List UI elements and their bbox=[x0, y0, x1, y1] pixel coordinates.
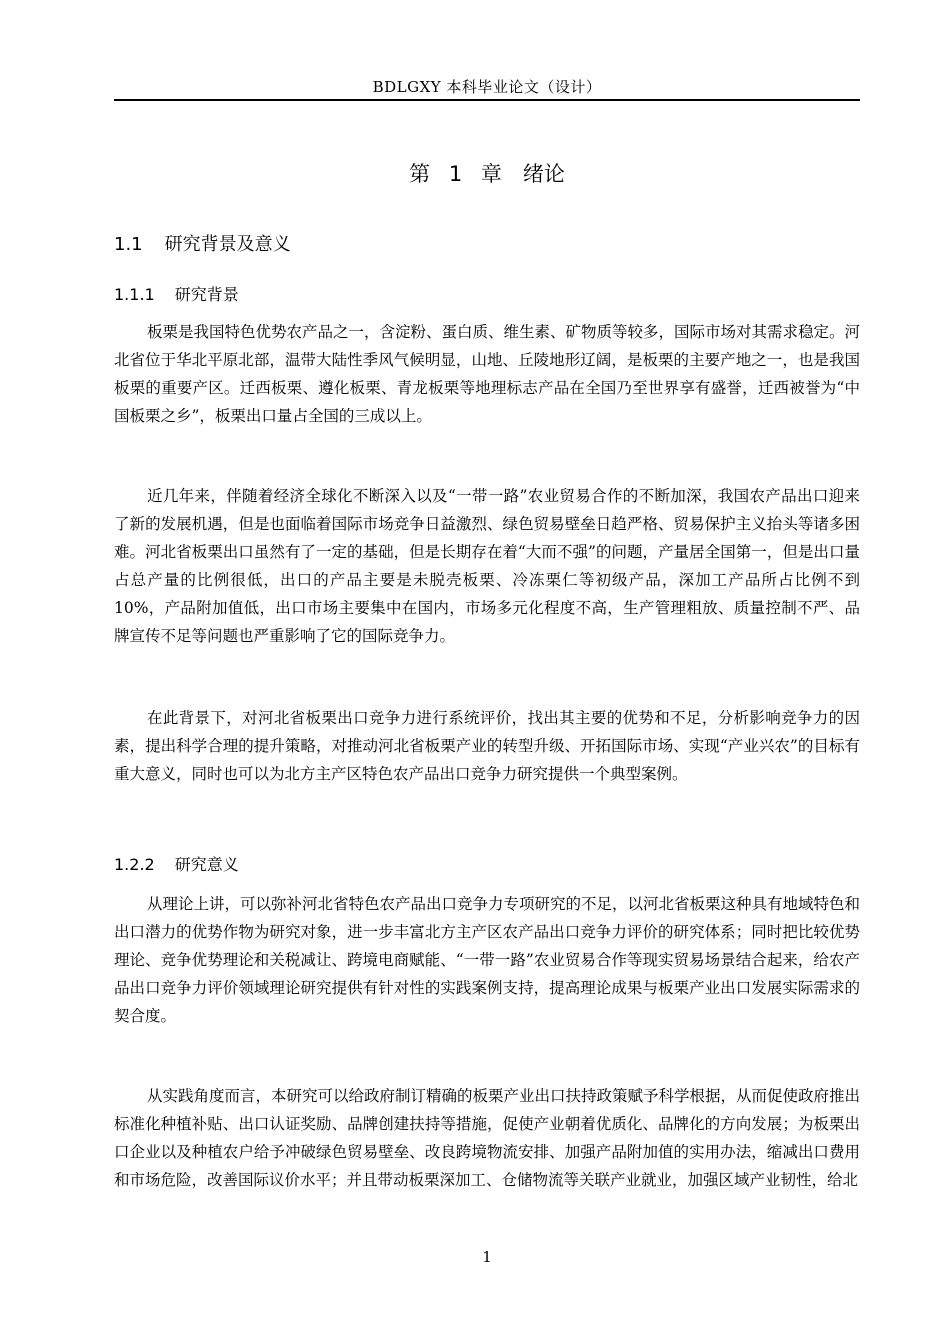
section-title: 研究背景及意义 bbox=[164, 234, 291, 255]
chapter-title: 第 1 章 绪论 bbox=[409, 162, 565, 186]
section-number: 1.1.1 bbox=[114, 285, 155, 304]
body-paragraph: 在此背景下，对河北省板栗出口竞争力进行系统评价，找出其主要的优势和不足，分析影响竞争力的因素，提出科学合理的提升策略，对推动河北省板栗产业的转型升级、开拓国际市场、实现“产业兴农”的目标有重大意义，同时也可以为北方主产区特色农产品出口竞争力研究提供一个典型案例。 bbox=[114, 709, 860, 783]
section-heading-1-1-1 bbox=[114, 282, 239, 305]
page-header: BDLGXY 本科毕业论文（设计） bbox=[372, 78, 602, 96]
section-title: 研究背景 bbox=[174, 285, 239, 304]
body-paragraph: 从实践角度而言，本研究可以给政府制订精确的板栗产业出口扶持政策赋予科学根据，从而促使政府推出标准化种植补贴、出口认证奖励、品牌创建扶持等措施，促使产业朝着优质化、品牌化的方向发展；为板栗出口企业以及种植农户给予冲破绿色贸易壁垒、改良跨境物流安排、加强产品附加值的实用办法，缩减出口费用和市场危险，改善国际议价水平；并且带动板栗深加工、仓储物流等关联产业就业，加强区域产业韧性，给北 bbox=[114, 1087, 861, 1189]
body-paragraph: 板栗是我国特色优势农产品之一，含淀粉、蛋白质、维生素、矿物质等较多，国际市场对其需求稳定。河北省位于华北平原北部，温带大陆性季风气候明显，山地、丘陵地形辽阔，是板栗的主要产地之一，也是我国板栗的重要产区。迁西板栗、遵化板栗、青龙板栗等地理标志产品在全国乃至世界享有盛誉，迁西被誉为“中国板栗之乡”，板栗出口量占全国的三成以上。 bbox=[114, 323, 861, 425]
section-heading-1-1 bbox=[114, 230, 291, 256]
section-title: 研究意义 bbox=[174, 855, 239, 874]
body-paragraph: 近几年来，伴随着经济全球化不断深入以及“一带一路”农业贸易合作的不断加深，我国农产品出口迎来了新的发展机遇，但是也面临着国际市场竞争日益激烈、绿色贸易壁垒日趋严格、贸易保护主义抬头等诸多困难。河北省板栗出口虽然有了一定的基础，但是长期存在着“大而不强”的问题，产量居全国第一，但是出口量占总产量的比例很低，出口的产品主要是未脱壳板栗、冷冻栗仁等初级产品，深加工产品所占比例不到10%，产品附加值低，出口市场主要集中在国内，市场多元化程度不高，生产管理粗放、质量控制不严、品牌宣传不足等问题也严重影响了它的国际竞争力。 bbox=[114, 487, 860, 645]
section-number: 1.1 bbox=[114, 234, 143, 255]
section-heading-1-2-2 bbox=[114, 852, 239, 875]
header-rule bbox=[114, 99, 860, 101]
page-number: 1 bbox=[482, 1248, 492, 1266]
section-number: 1.2.2 bbox=[114, 855, 155, 874]
body-paragraph: 从理论上讲，可以弥补河北省特色农产品出口竞争力专项研究的不足，以河北省板栗这种具有地域特色和出口潜力的优势作物为研究对象，进一步丰富北方主产区农产品出口竞争力评价的研究体系；同时把比较优势理论、竞争优势理论和关税减让、跨境电商赋能、“一带一路”农业贸易合作等现实贸易场景结合起来，给农产品出口竞争力评价领域理论研究提供有针对性的实践案例支持，提高理论成果与板栗产业出口发展实际需求的契合度。 bbox=[114, 895, 861, 1025]
